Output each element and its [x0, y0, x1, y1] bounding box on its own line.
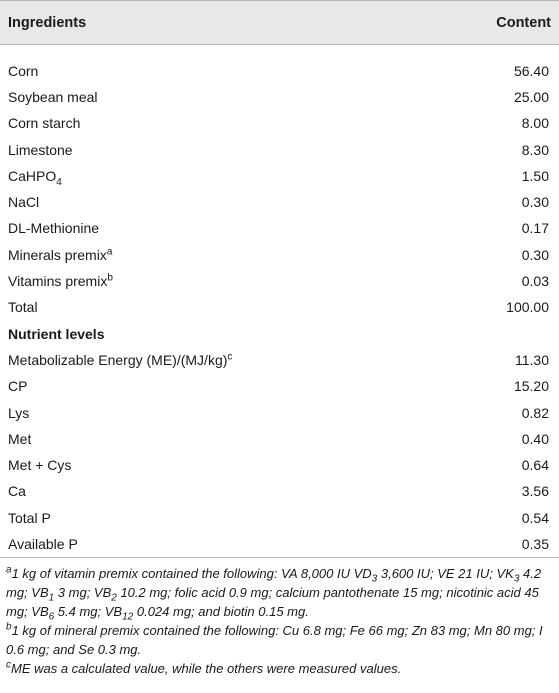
- footnote-subscript: 6: [48, 611, 55, 623]
- row-label-main: Metabolizable Energy (ME)/(MJ/kg): [8, 351, 228, 368]
- footnote-c: [6, 659, 553, 678]
- spacer-row: [0, 45, 559, 58]
- row-label: DL-Methionine: [8, 220, 100, 237]
- table-row: [0, 426, 559, 452]
- row-label: Ca: [8, 483, 26, 500]
- row-value: 0.54: [521, 509, 549, 526]
- row-label: Met + Cys: [8, 457, 72, 474]
- row-label-main: CaHPO: [8, 167, 57, 184]
- header-row: [0, 1, 559, 45]
- table-row: [0, 242, 559, 268]
- table-header: [0, 1, 559, 45]
- footnote-text: 0.024 mg; and biotin 0.15 mg.: [133, 603, 309, 619]
- table-row: [0, 399, 559, 425]
- row-label: Total: [8, 299, 38, 316]
- footnote-subscript: 2: [111, 592, 117, 604]
- row-label: CP: [8, 378, 28, 395]
- row-value: 11.30: [515, 351, 549, 368]
- row-value: 25.00: [513, 88, 549, 105]
- row-value: 56.40: [513, 62, 549, 79]
- table-row: [0, 478, 559, 504]
- row-value: 0.35: [459, 531, 559, 557]
- table-row: [0, 373, 559, 399]
- row-label: Lys: [8, 404, 30, 421]
- row-label-main: Minerals premix: [8, 246, 107, 263]
- row-label: [0, 268, 459, 294]
- table-row: [0, 505, 559, 531]
- row-label: Total P: [8, 509, 51, 526]
- table-row: [0, 531, 559, 557]
- footnote-marker: b: [6, 621, 12, 633]
- row-value: 0.64: [521, 457, 549, 474]
- row-label: NaCl: [8, 194, 40, 211]
- footnote-marker: c: [227, 351, 233, 363]
- footnote-subscript: 3: [371, 573, 378, 585]
- table-row: [0, 268, 559, 294]
- row-label: [0, 163, 459, 189]
- footnote-marker: c: [6, 659, 11, 671]
- row-value: 0.82: [521, 404, 549, 421]
- footnote-marker: a: [106, 246, 113, 258]
- row-value: 0.40: [521, 430, 549, 447]
- table-row: [0, 347, 559, 373]
- table-row: [0, 294, 559, 320]
- row-value: 0.30: [521, 194, 549, 211]
- table-row: [0, 163, 559, 189]
- footnote-subscript: 1: [48, 592, 55, 604]
- table-row: [0, 215, 559, 241]
- row-label: [0, 242, 459, 268]
- footnote-text: ME was a calculated value, while the others were measured values.: [11, 660, 402, 676]
- row-value: 3.56: [521, 483, 549, 500]
- header-content: Content: [459, 1, 559, 45]
- row-value: 8.00: [521, 115, 549, 132]
- footnote-text: 1 kg of vitamin premix contained the following: VA 8,000 IU VD: [11, 565, 372, 581]
- footnote-subscript: 12: [122, 611, 134, 623]
- table-row: [0, 110, 559, 136]
- row-value: 0.17: [521, 220, 549, 237]
- footnote-text: 4.2 mg; VB: [6, 565, 542, 600]
- footnote-text: 3,600 IU; VE 21 IU; VK: [377, 565, 514, 581]
- row-label: Met: [8, 430, 32, 447]
- table-row: [0, 136, 559, 162]
- row-label: Available P: [0, 531, 459, 557]
- row-label-subscript: 4: [56, 176, 62, 188]
- row-label: Corn starch: [8, 115, 81, 132]
- row-value: 8.30: [521, 141, 549, 158]
- row-value: 100.00: [506, 299, 549, 316]
- footnote-text: 5.4 mg; VB: [54, 603, 123, 619]
- table-row: [0, 452, 559, 478]
- row-value: 15.20: [513, 378, 549, 395]
- row-label: Corn: [8, 62, 39, 79]
- footnote-marker: a: [6, 564, 12, 576]
- footnote-text: 1 kg of mineral premix contained the following: Cu 6.8 mg; Fe 66 mg; Zn 83 mg; Mn 80 mg; I 0.6 mg; and Se 0.3 mg.: [6, 622, 543, 657]
- row-value: 0.30: [521, 246, 549, 263]
- row-label-main: Vitamins premix: [8, 273, 108, 290]
- footnote-a: [6, 564, 553, 621]
- row-label: [0, 347, 459, 373]
- table-row: [0, 189, 559, 215]
- footnote-b: [6, 621, 553, 659]
- table-footnotes: [0, 558, 559, 678]
- footnote-text: 3 mg; VB: [54, 584, 112, 600]
- footnote-text: 10.2 mg; folic acid 0.9 mg; calcium pantothenate 15 mg; nicotinic acid 45 mg; VB: [6, 584, 539, 619]
- row-label: Soybean meal: [8, 88, 98, 105]
- header-ingredients: Ingredients: [0, 1, 459, 45]
- section-row: [0, 320, 559, 346]
- row-value: 0.03: [521, 273, 549, 290]
- section-heading: Nutrient levels: [8, 325, 105, 342]
- row-label: Limestone: [8, 141, 73, 158]
- footnote-marker: b: [107, 272, 113, 284]
- table-row: [0, 84, 559, 110]
- row-value: 1.50: [521, 167, 549, 184]
- table-row: [0, 58, 559, 84]
- footnote-subscript: 3: [513, 573, 520, 585]
- table-body: [0, 45, 559, 558]
